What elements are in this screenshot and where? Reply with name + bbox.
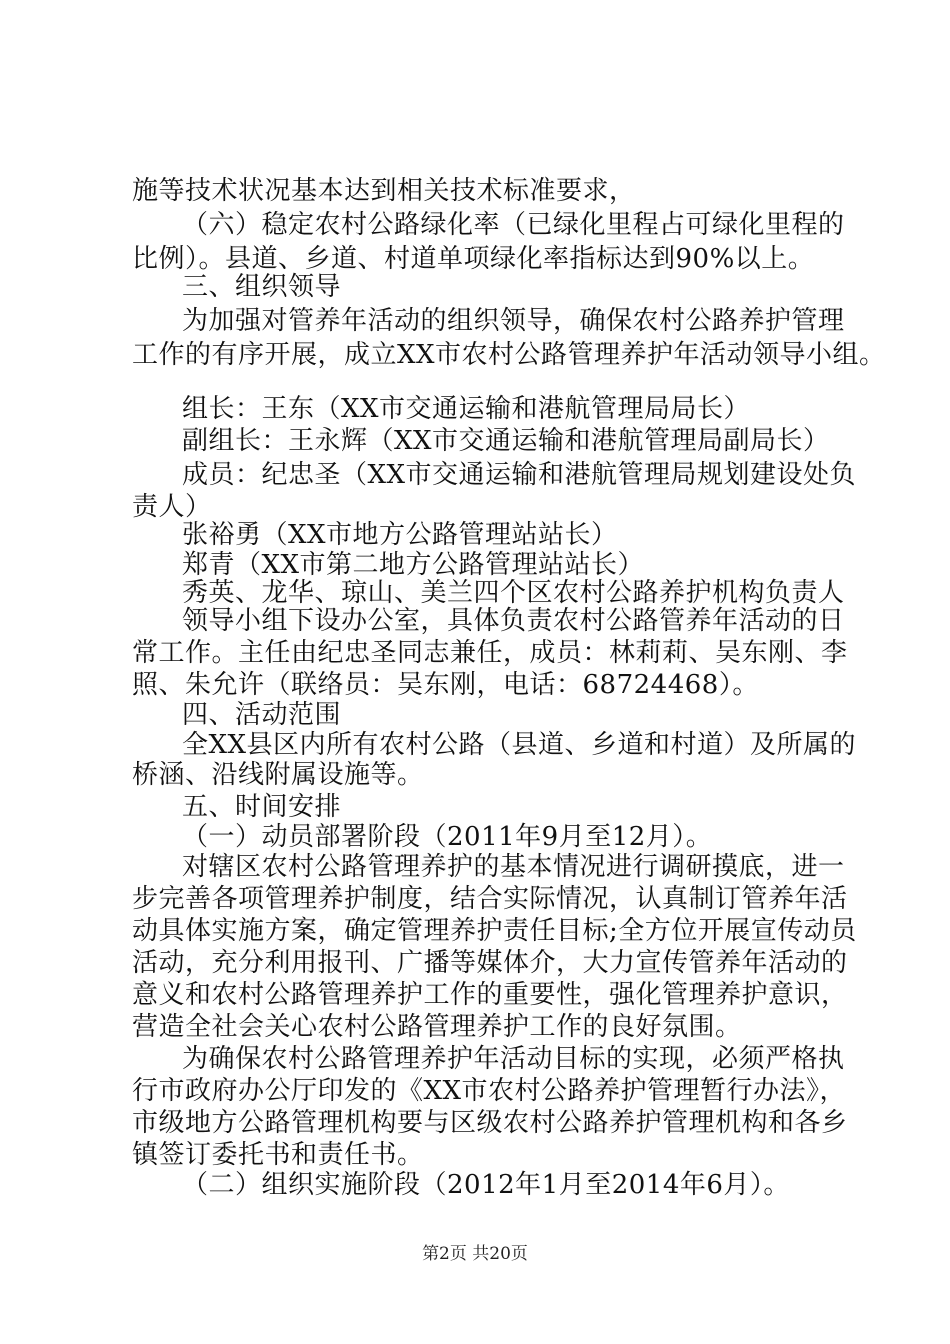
body-line: 责人）	[132, 492, 212, 522]
body-line: 比例）。县道、乡道、村道单项绿化率指标达到90%以上。	[132, 244, 815, 274]
paragraph-start: 对辖区农村公路管理养护的基本情况进行调研摸底，进一	[182, 852, 845, 882]
body-line: 镇签订委托书和责任书。	[132, 1140, 424, 1170]
section-heading: 四、活动范围	[182, 700, 342, 730]
body-line: 工作的有序开展，成立XX市农村公路管理养护年活动领导小组。	[132, 340, 886, 370]
body-line: 活动，充分利用报刊、广播等媒体介，大力宣传管养年活动的	[132, 948, 848, 978]
paragraph-start: 全XX县区内所有农村公路（县道、乡道和村道）及所属的	[182, 730, 857, 760]
body-line: 常工作。主任由纪忠圣同志兼任，成员：林莉莉、吴东刚、李	[132, 638, 848, 668]
list-item: 成员：纪忠圣（XX市交通运输和港航管理局规划建设处负	[182, 460, 857, 490]
list-item: 郑青（XX市第二地方公路管理站站长）	[182, 550, 645, 580]
body-line: 施等技术状况基本达到相关技术标准要求，	[132, 176, 636, 206]
paragraph-start: 为确保农村公路管理养护年活动目标的实现，必须严格执	[182, 1044, 845, 1074]
list-item: 副组长：王永辉（XX市交通运输和港航管理局副局长）	[182, 426, 830, 456]
section-heading: 五、时间安排	[182, 792, 342, 822]
page-footer: 第2页 共20页	[422, 1244, 528, 1264]
list-item: 组长：王东（XX市交通运输和港航管理局局长）	[182, 394, 751, 424]
body-line: 营造全社会关心农村公路管理养护工作的良好氛围。	[132, 1012, 742, 1042]
body-line: 意义和农村公路管理养护工作的重要性，强化管理养护意识，	[132, 980, 848, 1010]
section-heading: 三、组织领导	[182, 272, 342, 302]
body-line: 市级地方公路管理机构要与区级农村公路养护管理机构和各乡	[132, 1108, 848, 1138]
section-heading: （二）组织实施阶段（2012年1月至2014年6月）。	[182, 1170, 790, 1200]
body-line: 动具体实施方案，确定管理养护责任目标;全方位开展宣传动员	[132, 916, 857, 946]
body-line: 行市政府办公厅印发的《XX市农村公路养护管理暂行办法》，	[132, 1076, 847, 1106]
body-line: 照、朱允许（联络员：吴东刚，电话：68724468）。	[132, 670, 759, 700]
paragraph-start: 为加强对管养年活动的组织领导，确保农村公路养护管理	[182, 306, 845, 336]
paragraph-start: 领导小组下设办公室，具体负责农村公路管养年活动的日	[182, 606, 845, 636]
list-item: 张裕勇（XX市地方公路管理站站长）	[182, 520, 618, 550]
body-line: 桥涵、沿线附属设施等。	[132, 760, 424, 790]
section-heading: （一）动员部署阶段（2011年9月至12月）。	[182, 822, 713, 852]
body-line: 步完善各项管理养护制度，结合实际情况，认真制订管养年活	[132, 884, 848, 914]
section-heading: （六）稳定农村公路绿化率（已绿化里程占可绿化里程的	[182, 210, 845, 240]
list-item: 秀英、龙华、琼山、美兰四个区农村公路养护机构负责人	[182, 578, 845, 608]
